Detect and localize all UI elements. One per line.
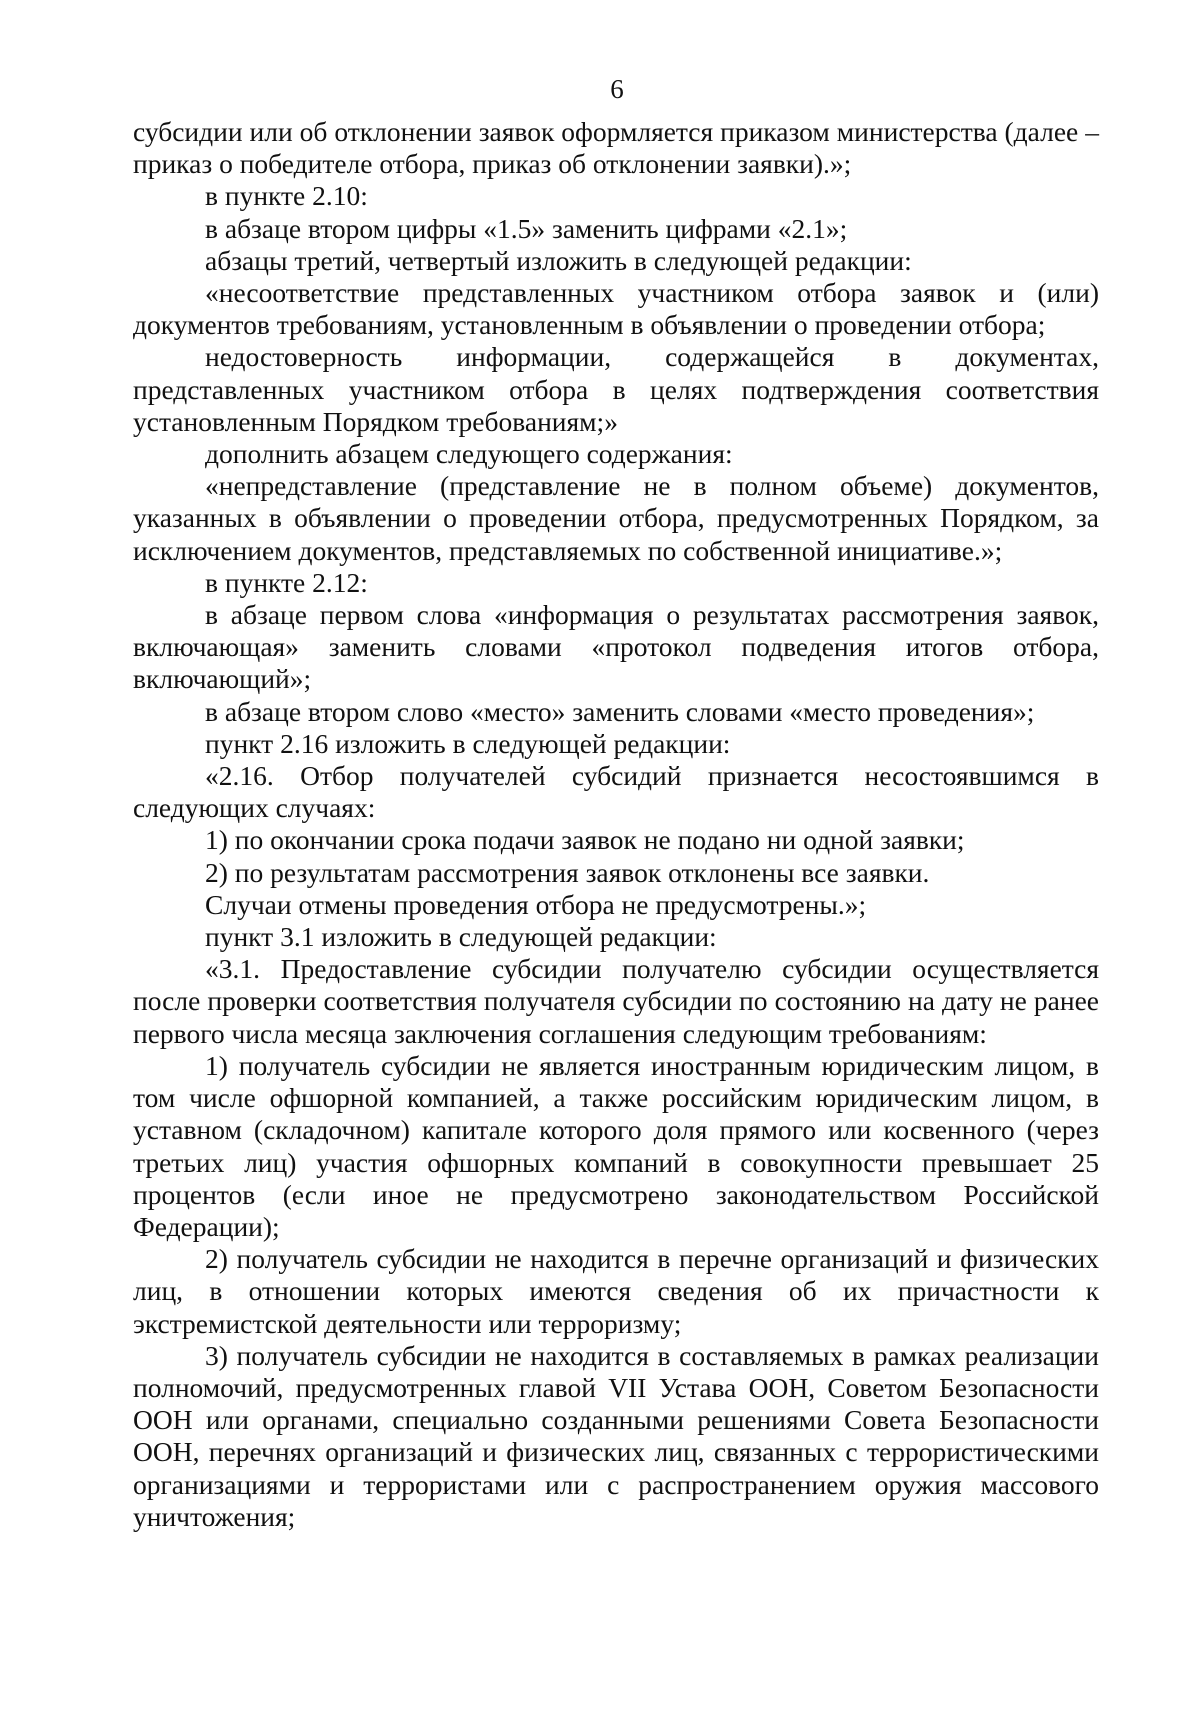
paragraph-otmena: Случаи отмены проведения отбора не предусмотрены.»;	[205, 888, 867, 920]
requirement-item-3: 3) получатель субсидии не находится в составляемых в рамках реализации полномочий, предусмотренных главой VII Устава ООН, Советом Безопасности ООН или органами, специально созданными решениями Совета Безопасности ООН, перечнях организаций и физических лиц, связанных с террористическими организациями и террористами или с распространением оружия массового уничтожения;	[133, 1339, 1099, 1532]
page-number: 6	[610, 74, 624, 104]
paragraph-dopolnit: дополнить абзацем следующего содержания:	[205, 438, 733, 470]
requirement-item-1: 1) получатель субсидии не является иностранным юридическим лицом, в том числе офшорной компанией, а также российским юридическим лицом, в уставном (складочном) капитале которого доля прямого или косвенного (через третьих лиц) участия офшорных компаний в совокупности превышает 25 процентов (если иное не предусмотрено законодательством Российской Федерации);	[133, 1049, 1099, 1242]
paragraph-nesootvetstvie: «несоответствие представленных участником отбора заявок и (или) документов требованиям, установленным в объявлении о проведении отбора;	[133, 277, 1099, 341]
paragraph-replace-digits: в абзаце втором цифры «1.5» заменить цифрами «2.1»;	[205, 212, 848, 244]
document-body	[133, 116, 1099, 1533]
requirement-item-2: 2) получатель субсидии не находится в перечне организаций и физических лиц, в отношении которых имеются сведения об их причастности к экстремистской деятельности или терроризму;	[133, 1243, 1099, 1339]
paragraph-point-3-1: пункт 3.1 изложить в следующей редакции:	[205, 921, 717, 953]
paragraph-abzacy-edit: абзацы третий, четвертый изложить в следующей редакции:	[205, 244, 912, 276]
paragraph-nepredstavlenie: «непредставление (представление не в полном объеме) документов, указанных в объявлении о проведении отбора, предусмотренных Порядком, за исключением документов, представляемых по собственной инициативе.»;	[133, 470, 1099, 566]
list-item-2: 2) по результатам рассмотрения заявок отклонены все заявки.	[205, 856, 930, 888]
paragraph-3-1-text: «3.1. Предоставление субсидии получателю субсидии осуществляется после проверки соответствия получателя субсидии по состоянию на дату не ранее первого числа месяца заключения соглашения следующим требованиям:	[133, 953, 1099, 1049]
paragraph-2-16-text: «2.16. Отбор получателей субсидий признается несостоявшимся в следующих случаях:	[133, 760, 1099, 824]
list-item-1: 1) по окончании срока подачи заявок не подано ни одной заявки;	[205, 824, 965, 856]
paragraph-nedostovernost: недостоверность информации, содержащейся в документах, представленных участником отбора в целях подтверждения соответствия установленным Порядком требованиям;»	[133, 341, 1099, 437]
paragraph-abzac-vtoroi: в абзаце втором слово «место» заменить словами «место проведения»;	[205, 695, 1035, 727]
paragraph-point-2-10: в пункте 2.10:	[205, 180, 368, 212]
paragraph-continuation: субсидии или об отклонении заявок оформляется приказом министерства (далее – приказ о победителе отбора, приказ об отклонении заявки).»;	[133, 116, 1099, 180]
paragraph-point-2-16: пункт 2.16 изложить в следующей редакции:	[205, 727, 731, 759]
paragraph-point-2-12: в пункте 2.12:	[205, 566, 368, 598]
paragraph-abzac-pervyi: в абзаце первом слова «информация о результатах рассмотрения заявок, включающая» заменить словами «протокол подведения итогов отбора, включающий»;	[133, 599, 1099, 695]
